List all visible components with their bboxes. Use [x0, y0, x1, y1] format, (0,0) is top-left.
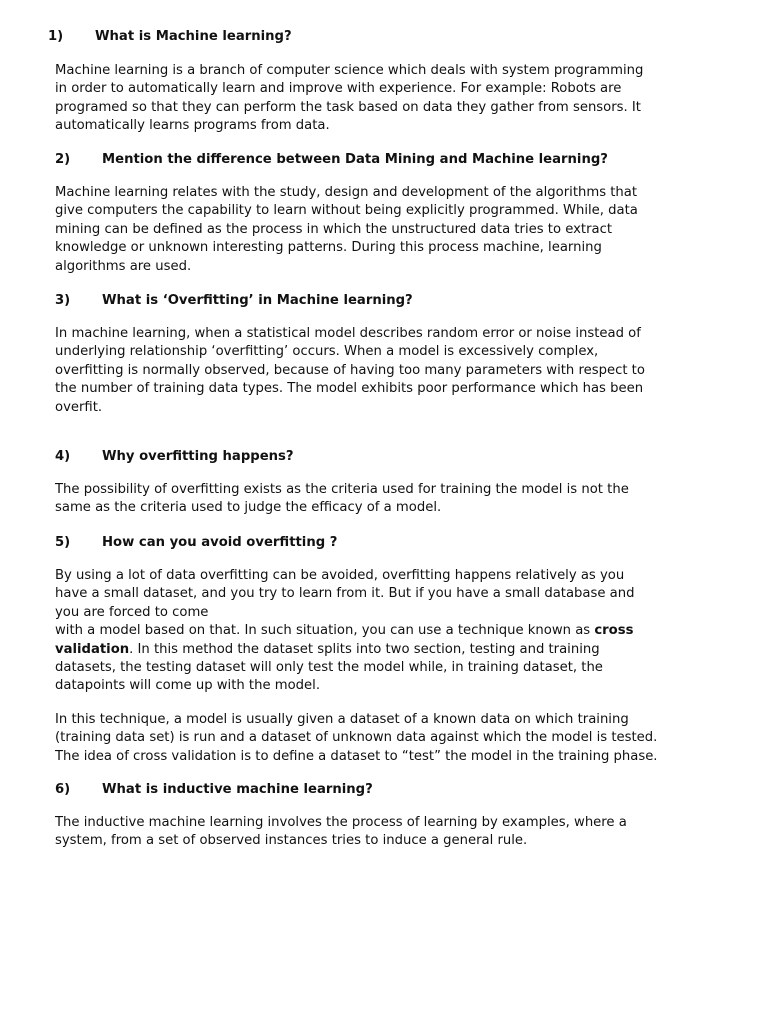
question-1-title: What is Machine learning? [95, 29, 292, 44]
answer-3-paragraph [55, 325, 715, 417]
question-6-number: 6) [55, 782, 71, 797]
answer-3-line: In machine learning, when a statistical model describes random error or noise instead of [55, 326, 641, 341]
answer-3-line: overfit. [55, 399, 103, 415]
answer-6-paragraph [55, 814, 715, 851]
answer-3-line: underlying relationship ‘overfitting’ occurs. When a model is excessively complex, [55, 344, 599, 360]
answer-1-line: automatically learns programs from data. [55, 118, 330, 134]
question-4-title: Why overfitting happens? [102, 449, 294, 464]
answer-4-paragraph [55, 481, 715, 518]
answer-5-paragraph-2 [55, 711, 715, 766]
answer-5-line: you are forced to come [55, 604, 209, 620]
answer-5-line: datapoints will come up with the model. [55, 678, 321, 694]
answer-2-line: mining can be defined as the process in which the unstructured data tries to extract [55, 221, 613, 237]
answer-2-line: knowledge or unknown interesting patterns. During this process machine, learning [55, 240, 602, 256]
answer-4-line: same as the criteria used to judge the efficacy of a model. [55, 500, 442, 516]
answer-5-text: . In this method the dataset splits into two section, testing and training [129, 641, 600, 657]
cross-validation-bold: validation [55, 641, 130, 657]
question-5-heading [55, 534, 337, 552]
answer-6-line: The inductive machine learning involves the process of learning by examples, where a [55, 815, 627, 830]
question-1-number: 1) [48, 29, 64, 44]
answer-1-line: programed so that they can perform the task based on data they gather from sensors. It [55, 99, 641, 115]
question-6-title: What is inductive machine learning? [102, 782, 373, 797]
answer-4-line: The possibility of overfitting exists as the criteria used for training the model is not the [55, 482, 629, 497]
question-2-heading [55, 151, 608, 169]
answer-1-line: in order to automatically learn and improve with experience. For example: Robots are [55, 81, 622, 97]
question-2-title: Mention the difference between Data Mining and Machine learning? [102, 152, 608, 167]
answer-5-line: have a small dataset, and you try to learn from it. But if you have a small database and [55, 586, 635, 602]
answer-3-line: overfitting is normally observed, because of having too many parameters with respect to [55, 362, 645, 378]
question-3-heading [55, 292, 413, 310]
answer-2-line: Machine learning relates with the study, design and development of the algorithms that [55, 185, 638, 200]
answer-5-paragraph [55, 567, 715, 696]
question-5-title: How can you avoid overfitting ? [102, 535, 338, 550]
answer-2-line: give computers the capability to learn without being explicitly programmed. While, data [55, 203, 638, 219]
answer-1-paragraph [55, 62, 715, 136]
question-2-number: 2) [55, 152, 71, 167]
answer-5-text: with a model based on that. In such situation, you can use a technique known as [55, 623, 591, 639]
cross-validation-bold: cross [594, 623, 634, 639]
answer-5-line: The idea of cross validation is to define a dataset to “test” the model in the training phase. [55, 748, 658, 764]
answer-6-line: system, from a set of observed instances tries to induce a general rule. [55, 833, 528, 849]
answer-2-paragraph [55, 184, 715, 276]
answer-5-line: In this technique, a model is usually given a dataset of a known data on which training [55, 712, 629, 727]
question-5-number: 5) [55, 535, 71, 550]
question-4-heading [55, 448, 294, 466]
question-3-number: 3) [55, 293, 71, 308]
answer-2-line: algorithms are used. [55, 258, 192, 274]
answer-5-line: datasets, the testing dataset will only test the model while, in training dataset, the [55, 660, 603, 676]
question-4-number: 4) [55, 449, 71, 464]
answer-5-line-with-bold [55, 641, 715, 659]
answer-3-line: the number of training data types. The model exhibits poor performance which has been [55, 381, 644, 397]
answer-5-line: (training data set) is run and a dataset of unknown data against which the model is tested. [55, 730, 658, 746]
question-6-heading [55, 781, 373, 799]
answer-5-line: By using a lot of data overfitting can be avoided, overfitting happens relatively as you [55, 568, 625, 583]
question-1-heading [48, 28, 292, 46]
answer-5-line-with-bold [55, 622, 715, 640]
answer-1-line: Machine learning is a branch of computer science which deals with system programming [55, 63, 644, 78]
question-3-title: What is ‘Overfitting’ in Machine learning? [102, 293, 413, 308]
